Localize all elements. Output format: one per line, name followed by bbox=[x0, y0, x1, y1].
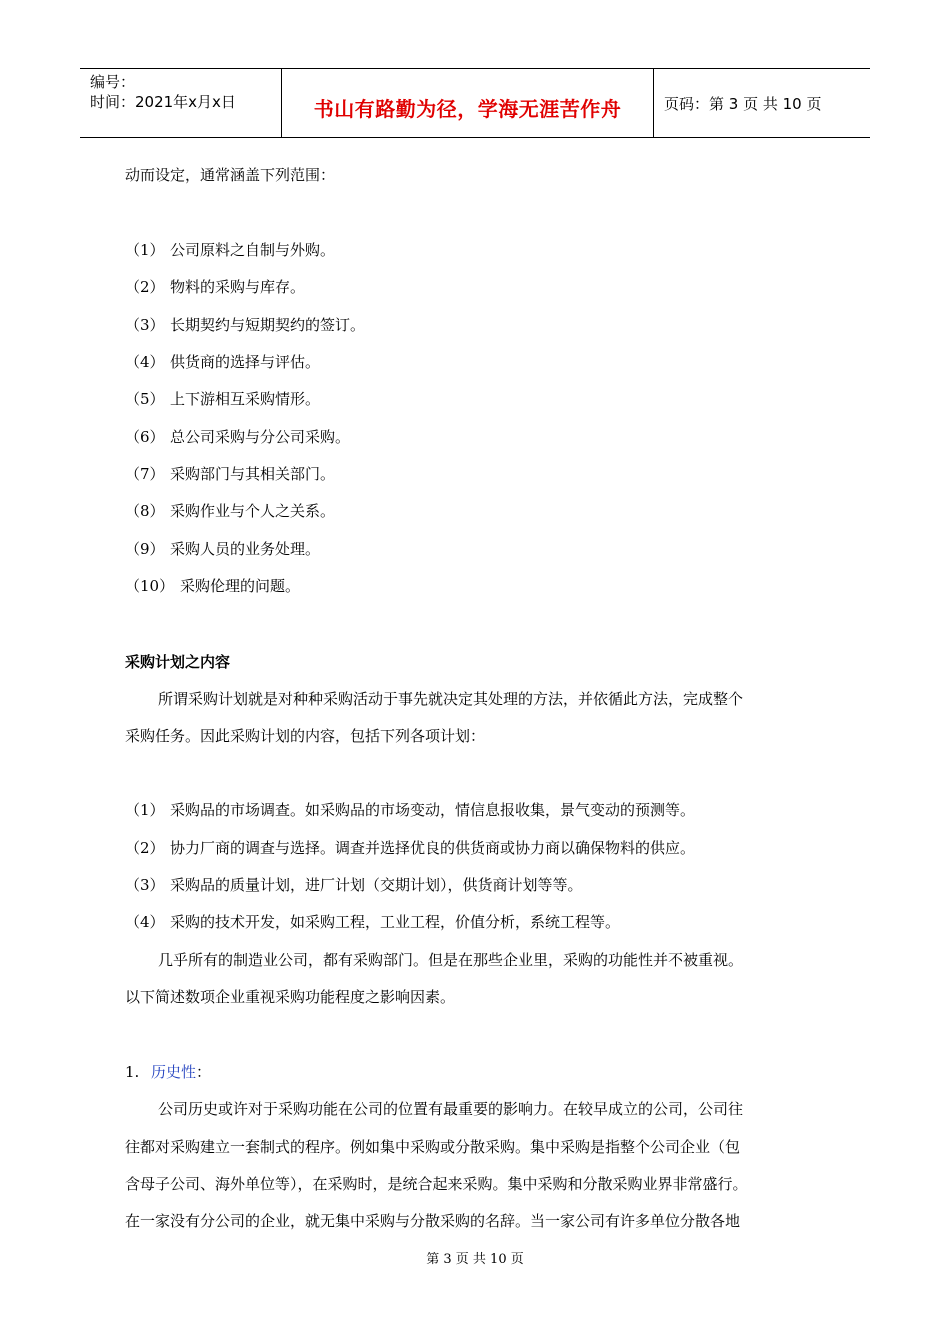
list-item-text: 采购作业与个人之关系。 bbox=[170, 502, 336, 520]
list-item-text: 采购伦理的问题。 bbox=[180, 577, 301, 595]
list-item-number: （1） bbox=[125, 801, 165, 819]
paragraph-line: 所谓采购计划就是对种种采购活动于事先就决定其处理的方法，并依循此方法，完成整个 bbox=[158, 690, 744, 708]
subsection-title: 历史性 bbox=[151, 1063, 197, 1081]
paragraph-line: 含母子公司、海外单位等），在采购时，是统合起来采购。集中采购和分散采购业界非常盛行。 bbox=[125, 1175, 748, 1193]
subsection-colon: ： bbox=[196, 1063, 212, 1081]
list-item bbox=[125, 838, 695, 858]
list-item-number: （6） bbox=[125, 428, 165, 446]
subsection-number: 1. bbox=[125, 1063, 140, 1081]
list-item bbox=[125, 800, 695, 820]
list-item bbox=[125, 501, 335, 521]
paragraph-line: 采购任务。因此采购计划的内容，包括下列各项计划： bbox=[125, 727, 486, 745]
list-item bbox=[125, 464, 335, 484]
list-item-text: 物料的采购与库存。 bbox=[170, 278, 306, 296]
document-date-label: 时间：2021年x月x日 bbox=[90, 93, 236, 111]
paragraph-line: 几乎所有的制造业公司，都有采购部门。但是在那些企业里，采购的功能性并不被重视。 bbox=[158, 951, 744, 969]
list-item-number: （10） bbox=[125, 577, 175, 595]
header-meta-cell bbox=[80, 69, 282, 137]
list-item-text: 协力厂商的调查与选择。调查并选择优良的供货商或协力商以确保物料的供应。 bbox=[170, 839, 696, 857]
list-item bbox=[125, 315, 365, 335]
list-item-text: 公司原料之自制与外购。 bbox=[170, 241, 336, 259]
header-motto: 书山有路勤为径，学海无涯苦作舟 bbox=[313, 97, 622, 121]
list-item bbox=[125, 352, 320, 372]
list-item-number: （9） bbox=[125, 540, 165, 558]
list-item-number: （2） bbox=[125, 278, 165, 296]
list-item-text: 采购的技术开发，如采购工程，工业工程，价值分析，系统工程等。 bbox=[170, 913, 621, 931]
list-item bbox=[125, 277, 305, 297]
list-item-number: （3） bbox=[125, 316, 165, 334]
list-item-text: 供货商的选择与评估。 bbox=[170, 353, 321, 371]
list-item-text: 长期契约与短期契约的签订。 bbox=[170, 316, 366, 334]
list-item bbox=[125, 875, 583, 895]
list-item-number: （3） bbox=[125, 876, 165, 894]
list-item-number: （2） bbox=[125, 839, 165, 857]
list-item-number: （5） bbox=[125, 390, 165, 408]
subsection-heading bbox=[125, 1062, 211, 1082]
paragraph-line: 在一家没有分公司的企业，就无集中采购与分散采购的名辞。当一家公司有许多单位分散各地 bbox=[125, 1212, 741, 1230]
list-item-number: （4） bbox=[125, 913, 165, 931]
list-item-text: 采购品的质量计划，进厂计划（交期计划），供货商计划等等。 bbox=[170, 876, 583, 894]
list-item-number: （1） bbox=[125, 241, 165, 259]
paragraph-line: 往都对采购建立一套制式的程序。例如集中采购或分散采购。集中采购是指整个公司企业（包 bbox=[125, 1138, 741, 1156]
paragraph-line: 以下简述数项企业重视采购功能程度之影响因素。 bbox=[125, 988, 456, 1006]
list-item bbox=[125, 427, 350, 447]
header-motto-cell bbox=[282, 69, 654, 137]
list-item-text: 总公司采购与分公司采购。 bbox=[170, 428, 351, 446]
page-footer: 第 3 页 共 10 页 bbox=[426, 1252, 524, 1267]
paragraph-line: 公司历史或许对于采购功能在公司的位置有最重要的影响力。在较早成立的公司，公司往 bbox=[158, 1100, 744, 1118]
header-page-cell bbox=[654, 69, 870, 137]
list-item bbox=[125, 576, 300, 596]
intro-line: 动而设定，通常涵盖下列范围： bbox=[125, 166, 336, 184]
document-number-label: 编号： bbox=[90, 73, 136, 91]
list-item-number: （7） bbox=[125, 465, 165, 483]
list-item-number: （4） bbox=[125, 353, 165, 371]
list-item-text: 上下游相互采购情形。 bbox=[170, 390, 321, 408]
list-item-text: 采购品的市场调查。如采购品的市场变动，情信息报收集，景气变动的预测等。 bbox=[170, 801, 696, 819]
list-item-number: （8） bbox=[125, 502, 165, 520]
list-item bbox=[125, 912, 620, 932]
page-header bbox=[80, 68, 870, 138]
list-item bbox=[125, 389, 320, 409]
section-heading: 采购计划之内容 bbox=[125, 653, 231, 671]
list-item bbox=[125, 240, 335, 260]
list-item-text: 采购人员的业务处理。 bbox=[170, 540, 321, 558]
list-item bbox=[125, 539, 320, 559]
list-item-text: 采购部门与其相关部门。 bbox=[170, 465, 336, 483]
header-page-number: 页码：第 3 页 共 10 页 bbox=[664, 95, 822, 113]
